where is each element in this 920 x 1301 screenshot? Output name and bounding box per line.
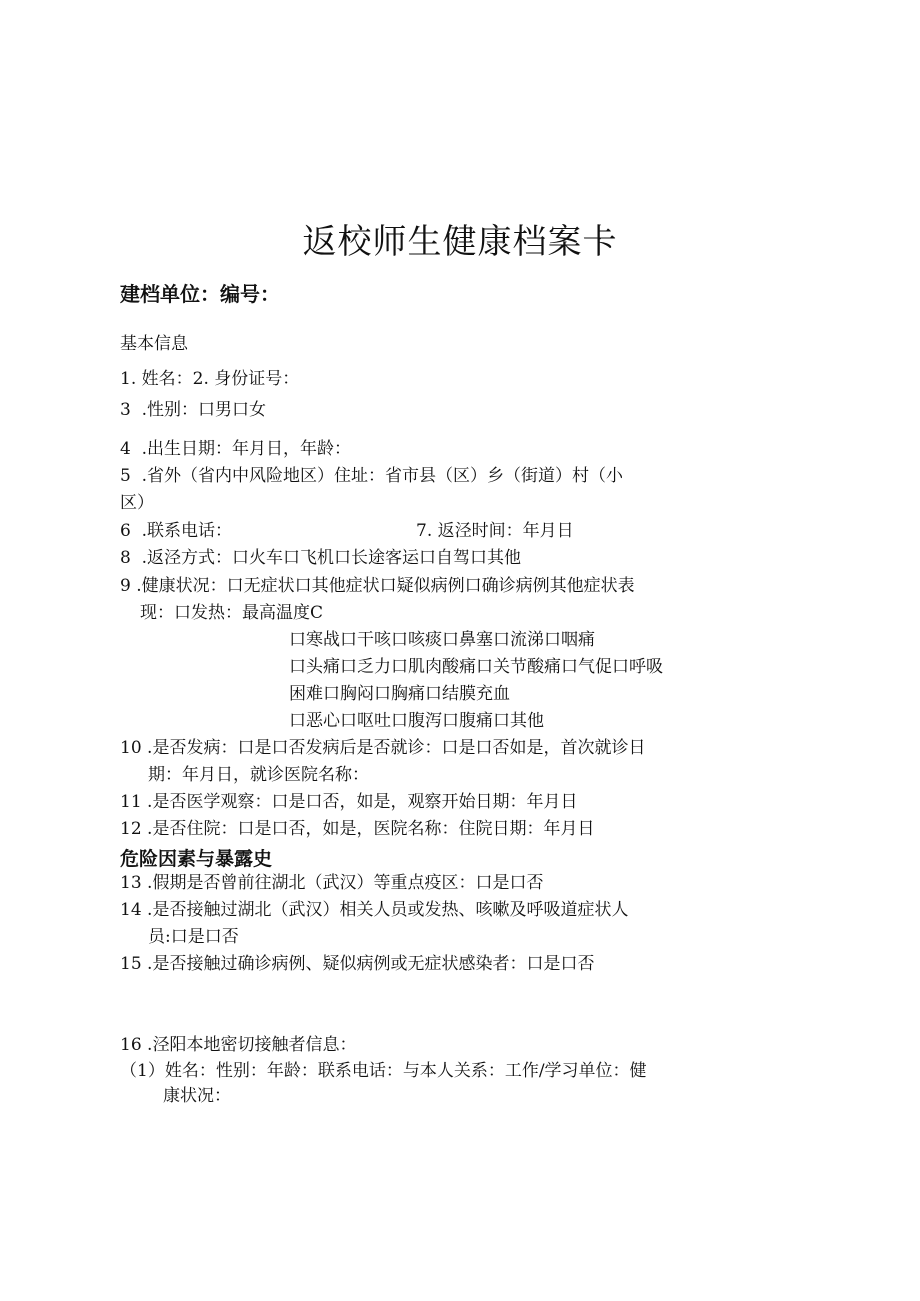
field-contact-hubei: 14 .是否接触过湖北（武汉）相关人员或发热、咳嗽及呼吸道症状人 bbox=[120, 900, 629, 920]
page-title: 返校师生健康档案卡 bbox=[302, 222, 618, 262]
field-phone: 6 .联系电话： bbox=[120, 521, 233, 541]
field-onset: 10 .是否发病：口是口否发病后是否就诊：口是口否如是，首次就诊日 bbox=[120, 738, 646, 758]
field-birth-date: 4 .出生日期：年月日，年龄： bbox=[120, 439, 352, 459]
field-gender: 3 .性别：口男口女 bbox=[120, 400, 267, 420]
field-onset-cont: 期：年月日，就诊医院名称： bbox=[148, 765, 369, 785]
field-local-contacts: 16 .泾阳本地密切接触者信息： bbox=[120, 1035, 357, 1055]
field-health-status: 9 .健康状况：口无症状口其他症状口疑似病例口确诊病例其他症状表 bbox=[120, 576, 635, 596]
field-return-method: 8 .返泾方式：口火车口飞机口长途客运口自驾口其他 bbox=[120, 548, 522, 568]
risk-heading: 危险因素与暴露史 bbox=[120, 848, 273, 870]
symptoms-row-1: 口寒战口干咳口咳痰口鼻塞口流涕口咽痛 bbox=[289, 630, 595, 650]
field-hospitalization: 12 .是否住院：口是口否，如是，医院名称：住院日期：年月日 bbox=[120, 819, 595, 839]
field-contact-cases: 15 .是否接触过确诊病例、疑似病例或无症状感染者：口是口否 bbox=[120, 954, 595, 974]
basic-info-heading: 基本信息 bbox=[120, 334, 188, 354]
field-medical-observation: 11 .是否医学观察：口是口否，如是，观察开始日期：年月日 bbox=[120, 792, 578, 812]
field-name-id: 1. 姓名：2. 身份证号： bbox=[120, 369, 300, 389]
field-return-time: 7. 返泾时间：年月日 bbox=[416, 521, 574, 541]
local-contact-1: （1）姓名：性别：年龄：联系电话：与本人关系：工作/学习单位：健 bbox=[120, 1061, 647, 1081]
unit-and-number-line: 建档单位：编号： bbox=[120, 282, 280, 306]
field-fever: 现：口发热：最高温度C bbox=[140, 603, 324, 623]
symptoms-row-2: 口头痛口乏力口肌肉酸痛口关节酸痛口气促口呼吸 bbox=[289, 657, 663, 677]
field-travel-hubei: 13 .假期是否曾前往湖北（武汉）等重点疫区：口是口否 bbox=[120, 873, 544, 893]
symptoms-row-4: 口恶心口呕吐口腹泻口腹痛口其他 bbox=[289, 711, 544, 731]
field-address: 5 .省外（省内中风险地区）住址：省市县（区）乡（街道）村（小 bbox=[120, 466, 624, 486]
local-contact-1-cont: 康状况： bbox=[163, 1086, 231, 1106]
field-contact-hubei-cont: 员:口是口否 bbox=[148, 927, 239, 947]
symptoms-row-3: 困难口胸闷口胸痛口结膜充血 bbox=[289, 684, 510, 704]
field-address-cont: 区） bbox=[120, 493, 154, 513]
